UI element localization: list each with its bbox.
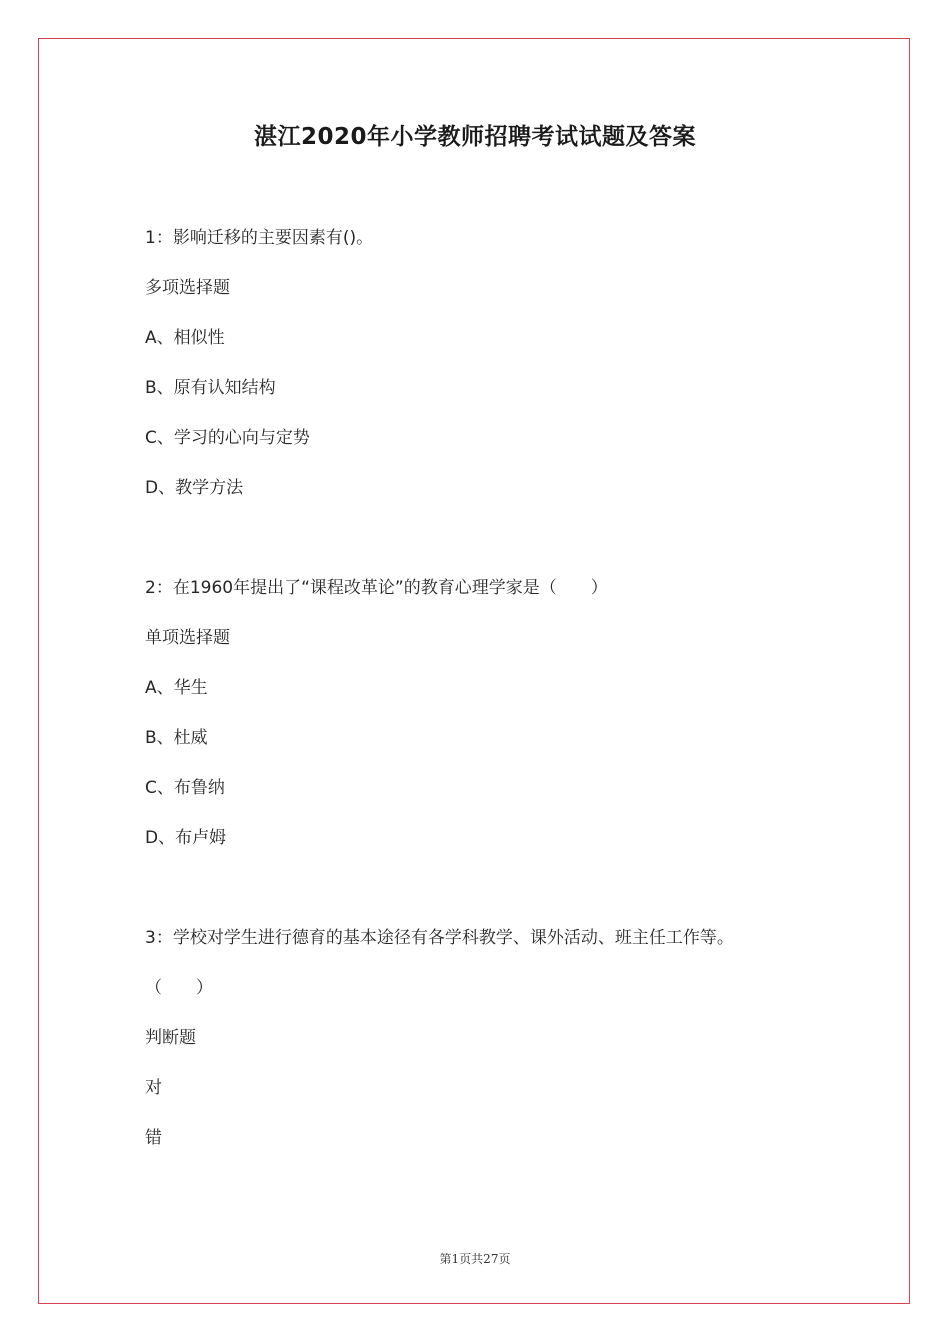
question-type: 单项选择题 bbox=[145, 628, 230, 648]
question-spacer bbox=[145, 875, 835, 925]
option-b[interactable]: B、原有认知结构 bbox=[145, 378, 276, 398]
question-2 bbox=[145, 575, 835, 851]
question-spacer bbox=[145, 525, 835, 575]
option-d[interactable]: D、教学方法 bbox=[145, 478, 244, 498]
option-b[interactable]: B、杜威 bbox=[145, 728, 208, 748]
question-type: 判断题 bbox=[145, 1028, 196, 1048]
question-stem-continued: （ ） bbox=[145, 978, 213, 998]
question-list bbox=[145, 225, 835, 1175]
option-c[interactable]: C、布鲁纳 bbox=[145, 778, 225, 798]
option-a[interactable]: A、相似性 bbox=[145, 328, 225, 348]
question-stem: 1：影响迁移的主要因素有()。 bbox=[145, 228, 374, 248]
option-d[interactable]: D、布卢姆 bbox=[145, 828, 227, 848]
page-number: 第1页共27页 bbox=[439, 1252, 511, 1266]
question-3 bbox=[145, 925, 835, 1151]
option-false[interactable]: 错 bbox=[145, 1128, 162, 1148]
question-1 bbox=[145, 225, 835, 501]
option-a[interactable]: A、华生 bbox=[145, 678, 208, 698]
question-stem: 3：学校对学生进行德育的基本途径有各学科教学、课外活动、班主任工作等。 bbox=[145, 928, 734, 948]
option-true[interactable]: 对 bbox=[145, 1078, 162, 1098]
question-type: 多项选择题 bbox=[145, 278, 230, 298]
question-stem: 2：在1960年提出了“课程改革论”的教育心理学家是（ ） bbox=[145, 578, 608, 598]
option-c[interactable]: C、学习的心向与定势 bbox=[145, 428, 310, 448]
document-title: 湛江2020年小学教师招聘考试试题及答案 bbox=[253, 124, 696, 150]
